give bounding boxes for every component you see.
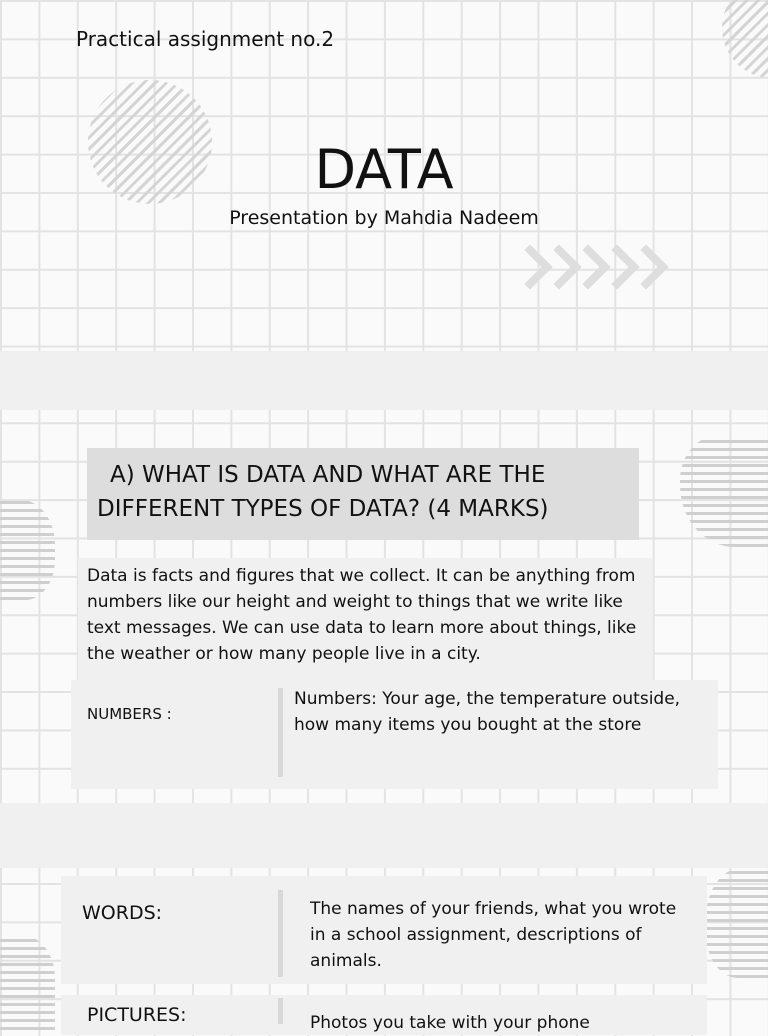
section-band-top xyxy=(0,351,768,410)
answer-intro-text: Data is facts and figures that we collect. It can be anything from numbers like our height and weight to things that we write like text messages. We can use data to learn more about things, like the weather or how many people live in a city. xyxy=(87,566,637,664)
type-label-pictures: PICTURES: xyxy=(87,1004,187,1026)
striped-blob-right-decoration-icon xyxy=(680,435,768,547)
type-divider-words xyxy=(278,890,283,977)
page-title: DATA xyxy=(314,138,454,201)
striped-blob-left-lower-decoration-icon xyxy=(0,935,55,1030)
type-description-numbers: Numbers: Your age, the temperature outside, how many items you bought at the store xyxy=(294,689,681,735)
assignment-label: Practical assignment no.2 xyxy=(76,27,335,51)
type-description-pictures: Photos you take with your phone xyxy=(310,1013,590,1033)
type-label-numbers: NUMBERS : xyxy=(87,705,172,723)
page-subtitle: Presentation by Mahdia Nadeem xyxy=(229,207,539,229)
question-heading: A) WHAT IS DATA AND WHAT ARE THE DIFFERENT TYPES OF DATA? (4 MARKS) xyxy=(97,462,549,522)
type-divider-numbers xyxy=(278,688,283,777)
section-band-middle xyxy=(0,803,768,868)
striped-circle-corner-decoration-icon xyxy=(722,0,768,78)
type-label-words: WORDS: xyxy=(82,902,163,924)
striped-blob-right-lower-decoration-icon xyxy=(706,868,768,978)
type-divider-pictures xyxy=(278,998,283,1024)
striped-blob-left-decoration-icon xyxy=(0,500,55,600)
type-description-words: The names of your friends, what you wrote in a school assignment, descriptions of animals. xyxy=(310,899,677,971)
